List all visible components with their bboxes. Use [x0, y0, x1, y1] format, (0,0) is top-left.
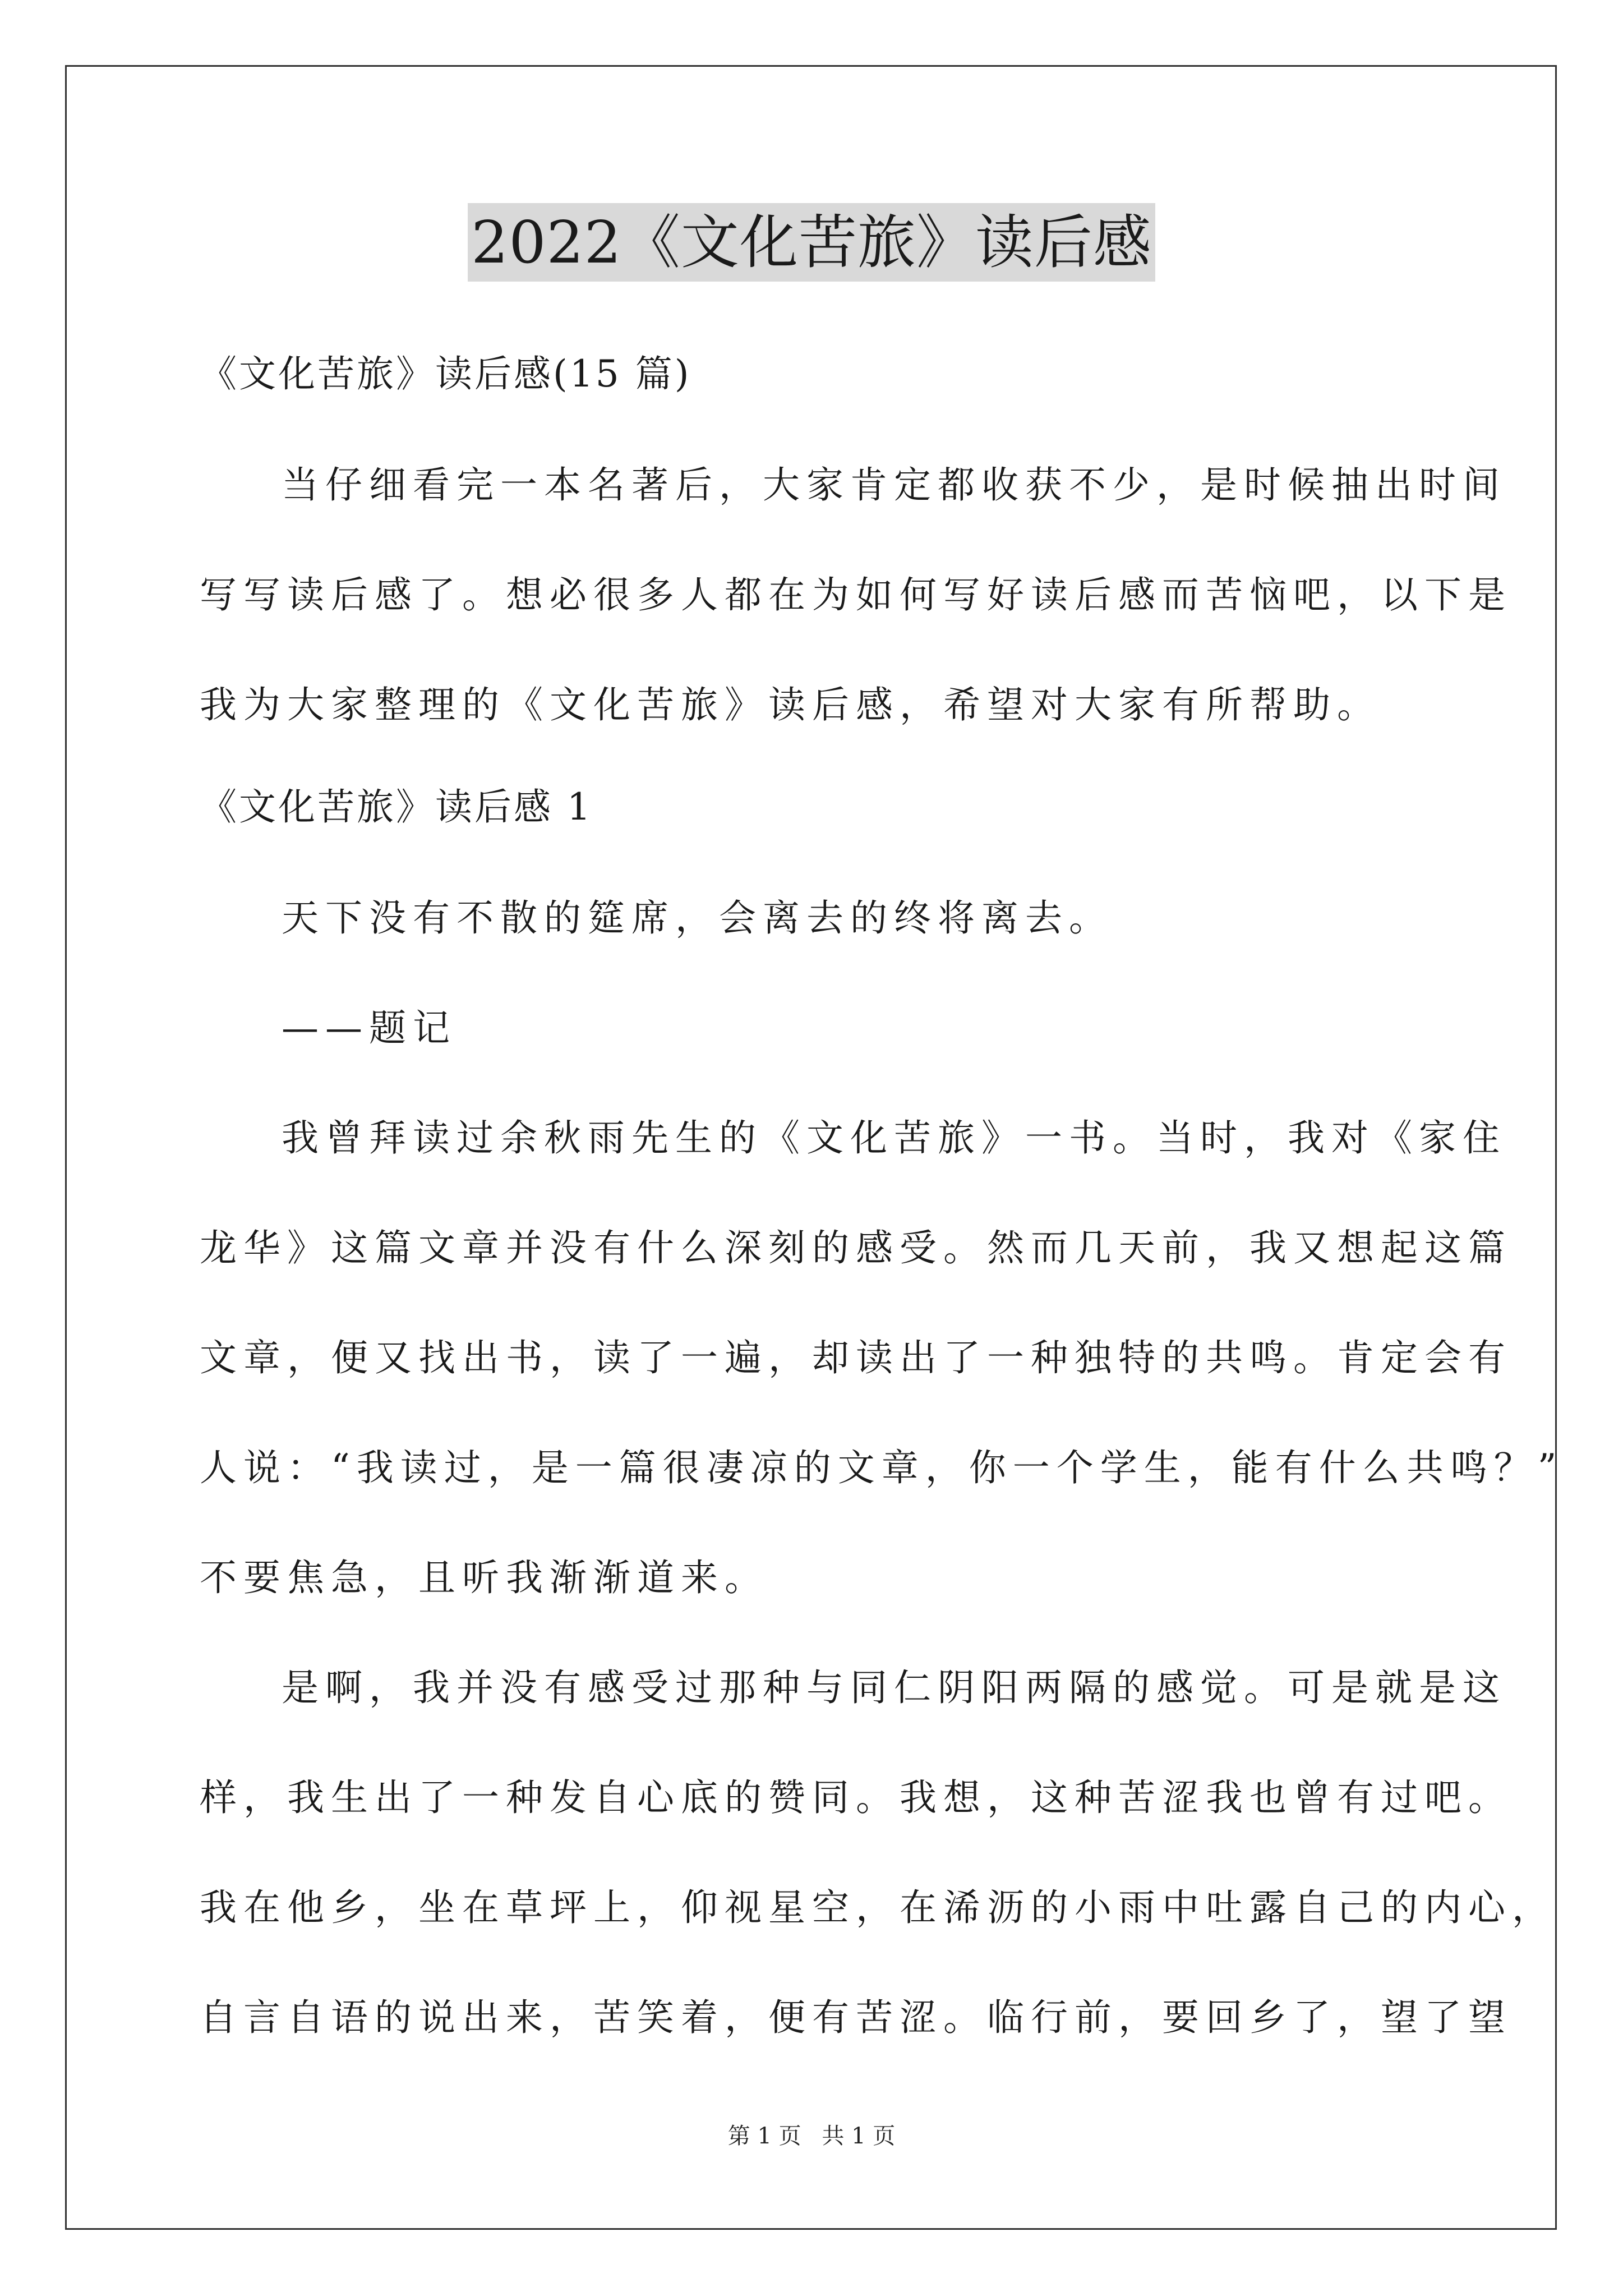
paragraph-line: 龙华》这篇文章并没有什么深刻的感受。然而几天前，我又想起这篇 — [200, 1226, 1512, 1269]
title-container — [0, 203, 1623, 282]
subtitle: 《文化苦旅》读后感(15 篇) — [200, 352, 691, 395]
paragraph-line: 样，我生出了一种发自心底的赞同。我想，这种苦涩我也曾有过吧。 — [200, 1776, 1512, 1819]
paragraph-line: 我在他乡，坐在草坪上，仰视星空，在浠沥的小雨中吐露自己的内心， — [200, 1886, 1556, 1929]
epigraph: 天下没有不散的筵席，会离去的终将离去。 — [282, 896, 1113, 940]
paragraph-line: 不要焦急，且听我渐渐道来。 — [200, 1556, 768, 1599]
page-total: 共 1 页 — [822, 2123, 896, 2149]
paragraph-line: 自言自语的说出来，苦笑着，便有苦涩。临行前，要回乡了，望了望 — [200, 1996, 1512, 2039]
paragraph-line: 文章，便又找出书，读了一遍，却读出了一种独特的共鸣。肯定会有 — [200, 1336, 1512, 1379]
epigraph-source: ——题记 — [282, 1006, 457, 1050]
page-footer — [0, 2120, 1623, 2152]
paragraph-line: 是啊，我并没有感受过那种与同仁阴阳两隔的感觉。可是就是这 — [282, 1666, 1506, 1709]
intro-line: 写写读后感了。想必很多人都在为如何写好读后感而苦恼吧，以下是 — [200, 573, 1512, 616]
paragraph-line: 人说：“我读过，是一篇很凄凉的文章，你一个学生，能有什么共鸣？” — [200, 1446, 1564, 1489]
paragraph-line: 我曾拜读过余秋雨先生的《文化苦旅》一书。当时，我对《家住 — [282, 1116, 1506, 1159]
document-title: 2022《文化苦旅》读后感 — [468, 203, 1155, 282]
page-number: 第 1 页 — [727, 2123, 801, 2149]
intro-line: 当仔细看完一本名著后，大家肯定都收获不少，是时候抽出时间 — [282, 463, 1506, 507]
intro-line: 我为大家整理的《文化苦旅》读后感，希望对大家有所帮助。 — [200, 683, 1381, 726]
section-heading: 《文化苦旅》读后感 1 — [200, 785, 593, 829]
